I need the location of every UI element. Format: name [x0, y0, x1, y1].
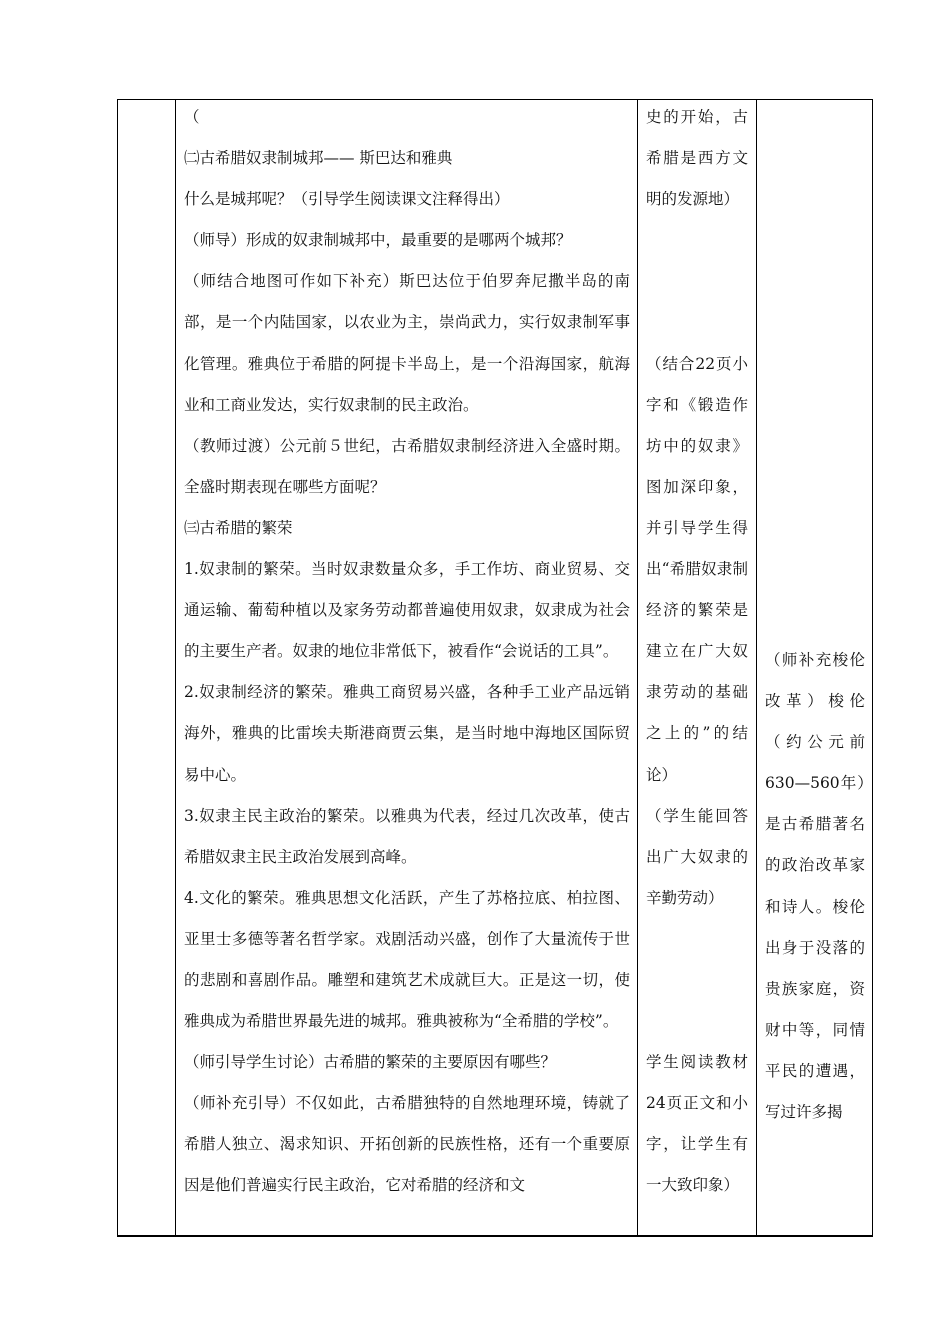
table-column-divider: [637, 99, 638, 1237]
table-column-divider: [756, 99, 757, 1237]
paragraph: （教师过渡）公元前５世纪，古希腊奴隶制经济进入全盛时期。全盛时期表现在哪些方面呢？: [184, 436, 630, 496]
section-heading: ㈡古希腊奴隶制城邦—— 斯巴达和雅典: [184, 149, 453, 168]
student-activity-cell: [646, 97, 748, 1207]
paragraph: （: [184, 108, 200, 126]
student-note: 史的开始，古希腊是西方文明的发源地）: [646, 108, 748, 209]
supplement-notes-cell: [765, 640, 865, 1133]
paragraph: 2.奴隶制经济的繁荣。雅典工商贸易兴盛，各种手工业产品远销海外，雅典的比雷埃夫斯港商贾云集，是当时地中海地区国际贸易中心。: [184, 683, 630, 784]
section-heading: ㈢古希腊的繁荣: [184, 518, 293, 537]
paragraph: 4.文化的繁荣。雅典思想文化活跃，产生了苏格拉底、柏拉图、亚里士多德等著名哲学家。戏剧活动兴盛，创作了大量流传于世的悲剧和喜剧作品。雕塑和建筑艺术成就巨大。正是这一切，使雅典成为希腊世界最先进的城邦。雅典被称为“全希腊的学校”。: [184, 888, 630, 1031]
student-note: 学生阅读教材24页正文和小字，让学生有一大致印象）: [646, 1053, 748, 1195]
table-column-divider: [175, 99, 176, 1237]
paragraph: 1.奴隶制的繁荣。当时奴隶数量众多，手工作坊、商业贸易、交通运输、葡萄种植以及家务劳动都普遍使用奴隶，奴隶成为社会的主要生产者。奴隶的地位非常低下，被看作“会说话的工具”。: [184, 560, 630, 661]
paragraph: 什么是城邦呢？（引导学生阅读课文注释得出）: [184, 190, 510, 209]
paragraph: （师引导学生讨论）古希腊的繁荣的主要原因有哪些？: [184, 1053, 557, 1072]
student-note: （学生能回答出广大奴隶的辛勤劳动）: [646, 806, 748, 907]
paragraph: （师补充引导）不仅如此，古希腊独特的自然地理环境，铸就了希腊人独立、渴求知识、开拓创新的民族性格，还有一个重要原因是他们普遍实行民主政治，它对希腊的经济和文: [184, 1094, 630, 1195]
student-note: （结合22页小字和《锻造作坊中的奴隶》图加深印象，并引导学生得出“希腊奴隶制经济的繁荣是建立在广大奴隶劳动的基础之上的”的结论）: [646, 354, 748, 784]
paragraph: 3.奴隶主民主政治的繁荣。以雅典为代表，经过几次改革，使古希腊奴隶主民主政治发展到高峰。: [184, 806, 630, 866]
paragraph: （师结合地图可作如下补充）斯巴达位于伯罗奔尼撒半岛的南部，是一个内陆国家，以农业为主，崇尚武力，实行奴隶制军事化管理。雅典位于希腊的阿提卡半岛上，是一个沿海国家，航海业和工商业发达，实行奴隶制的民主政治。: [184, 272, 630, 414]
teaching-content-cell: [184, 97, 630, 1207]
supplement-note: （师补充梭伦改革）梭伦（约公元前 630—560年）是古希腊著名的政治改革家和诗人。梭伦出身于没落的贵族家庭，资财中等，同情平民的遭遇，写过许多揭: [765, 651, 865, 1122]
paragraph: （师导）形成的奴隶制城邦中，最重要的是哪两个城邦？: [184, 231, 572, 250]
